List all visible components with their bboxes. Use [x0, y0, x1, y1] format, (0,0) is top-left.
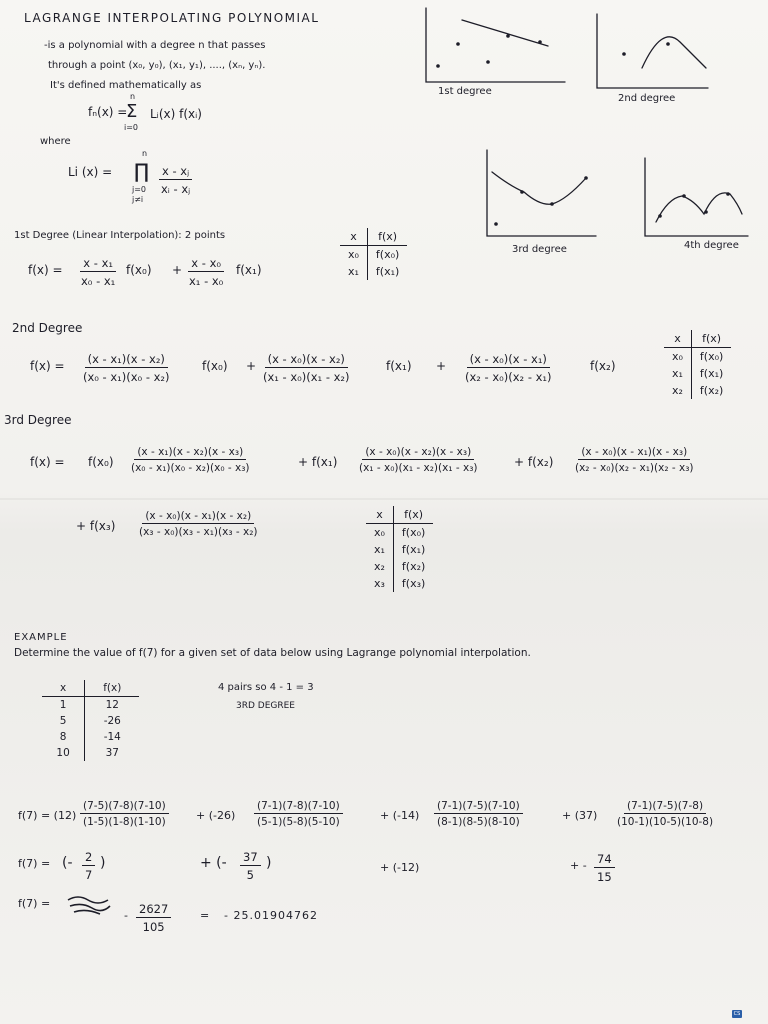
third-degree-term-4-den: (x₃ - x₀)(x₃ - x₁)(x₃ - x₂)	[139, 526, 258, 538]
calc-term-4	[614, 800, 716, 828]
calc-term-4-fx: + (37)	[562, 809, 598, 822]
table-cell: 37	[105, 747, 119, 759]
table-header-row	[340, 228, 407, 246]
result-1-num: 2	[82, 850, 95, 866]
result-1-close: )	[100, 855, 106, 871]
table-cell: f(x₂)	[699, 384, 724, 397]
intro-line-3: It's defined mathematically as	[50, 80, 202, 91]
final-den: 105	[142, 920, 165, 934]
example-prompt: Determine the value of f(7) for a given set of data below using Lagrange polynomial interpolation.	[14, 647, 531, 659]
formula-L-prod-lower-2: j≠i	[132, 195, 144, 204]
third-degree-term-1-num: (x - x₁)(x - x₂)(x - x₃)	[134, 446, 246, 460]
calc-term-4-den: (10-1)(10-5)(10-8)	[617, 816, 714, 828]
graph-3-point	[550, 202, 554, 206]
calc-term-2-num: (7-1)(7-8)(7-10)	[254, 800, 343, 814]
third-degree-term-2-den: (x₁ - x₀)(x₁ - x₂)(x₁ - x₃)	[359, 462, 478, 474]
table-cell: -26	[103, 715, 121, 727]
graph-4-point	[726, 192, 730, 196]
intro-line-1: -is a polynomial with a degree n that passes	[44, 40, 266, 51]
graph-3-label: 3rd degree	[512, 244, 567, 255]
table-row	[366, 524, 433, 542]
final-sign: -	[124, 909, 128, 922]
second-degree-term-3-fx: f(x₂)	[590, 359, 616, 373]
final-fraction	[136, 902, 171, 934]
result-2-open: + (-	[200, 855, 227, 871]
second-degree-term-3	[462, 352, 555, 384]
graph-3-point	[520, 190, 524, 194]
graph-4th-degree	[645, 158, 748, 236]
graph-3rd-degree	[487, 150, 596, 236]
first-degree-table	[340, 228, 407, 280]
final-num: 2627	[136, 902, 171, 918]
result-4-den: 15	[597, 870, 612, 884]
table-row	[664, 382, 731, 399]
graph-3-point	[584, 176, 588, 180]
graph-1-point	[538, 40, 542, 44]
table-cell: -14	[103, 731, 121, 743]
first-degree-term-2-num: x - x₀	[188, 256, 224, 272]
table-cell: 8	[42, 729, 85, 745]
table-cell: x₂	[366, 558, 393, 575]
table-cell: f(x₁)	[699, 367, 724, 380]
third-degree-term-4-num: (x - x₀)(x - x₁)(x - x₂)	[142, 510, 254, 524]
table-cell: 12	[105, 699, 119, 711]
graph-1-point	[486, 60, 490, 64]
result-4-sign: + -	[570, 859, 587, 872]
second-degree-term-2	[260, 352, 353, 384]
third-degree-term-3-den: (x₂ - x₀)(x₂ - x₁)(x₂ - x₃)	[575, 462, 694, 474]
third-degree-term-2	[356, 446, 481, 474]
result-2-close: )	[266, 855, 272, 871]
third-degree-term-1-fx: f(x₀)	[88, 455, 114, 469]
intro-line-2: through a point (x₀, y₀), (x₁, y₁), ...., (xₙ, yₙ).	[48, 60, 266, 71]
second-degree-term-1-fx: f(x₀)	[202, 359, 228, 373]
table-row	[340, 263, 407, 280]
calc-term-3	[434, 800, 523, 828]
first-degree-term-2-fx: f(x₁)	[236, 263, 262, 277]
degree-graphs	[0, 0, 768, 260]
first-degree-heading: 1st Degree (Linear Interpolation): 2 points	[14, 230, 226, 241]
table-row	[42, 713, 139, 729]
calc-term-3-fx: + (-14)	[380, 809, 420, 822]
calc-term-2-fx: + (-26)	[196, 809, 236, 822]
graph-1-point	[506, 34, 510, 38]
graph-1-point	[456, 42, 460, 46]
result-2-fraction	[240, 850, 261, 882]
scanner-logo: CS	[733, 1011, 741, 1017]
graph-2-point	[666, 42, 670, 46]
formula-f-body: Lᵢ(x) f(xᵢ)	[150, 107, 202, 121]
result-lhs: f(7) =	[18, 857, 51, 870]
table-header-x: x	[42, 680, 85, 697]
table-cell: x₁	[366, 541, 393, 558]
result-1-open: (-	[62, 855, 73, 871]
table-cell: x₁	[340, 263, 367, 280]
first-degree-plus: +	[172, 263, 183, 277]
formula-f-sigma-lower: i=0	[124, 123, 139, 132]
example-table	[42, 680, 139, 761]
calc-term-3-num: (7-1)(7-5)(7-10)	[434, 800, 523, 814]
second-degree-plus-2: +	[436, 359, 447, 373]
result-4-num: 74	[594, 852, 615, 868]
table-cell: x₀	[340, 246, 367, 264]
formula-L-prod-lower-1: j=0	[132, 185, 147, 194]
second-degree-plus-1: +	[246, 359, 257, 373]
second-degree-term-2-den: (x₁ - x₀)(x₁ - x₂)	[263, 370, 350, 384]
example-note-degree: 3RD DEGREE	[236, 701, 295, 711]
second-degree-lhs: f(x) =	[30, 359, 65, 373]
calc-term-1-den: (1-5)(1-8)(1-10)	[83, 816, 166, 828]
where-label: where	[40, 136, 71, 147]
third-degree-term-3-fx: + f(x₂)	[514, 455, 554, 469]
table-cell: f(x₃)	[401, 577, 426, 590]
table-row	[366, 541, 433, 558]
table-row	[366, 558, 433, 575]
second-degree-term-3-num: (x - x₀)(x - x₁)	[467, 352, 550, 368]
table-cell: x₁	[664, 365, 691, 382]
formula-L-numerator: x - xⱼ	[159, 164, 192, 180]
example-note-pairs: 4 pairs so 4 - 1 = 3	[218, 682, 314, 693]
table-row	[42, 745, 139, 761]
first-degree-term-1	[78, 256, 118, 288]
final-equals: =	[200, 909, 210, 922]
table-cell: f(x₁)	[375, 265, 400, 278]
table-row	[340, 246, 407, 264]
third-degree-term-4-fx: + f(x₃)	[76, 519, 116, 533]
second-degree-term-3-den: (x₂ - x₀)(x₂ - x₁)	[465, 370, 552, 384]
table-header-row	[366, 506, 433, 524]
calc-term-4-num: (7-1)(7-5)(7-8)	[624, 800, 706, 814]
table-header-x: x	[340, 228, 367, 246]
table-header-fx: f(x)	[367, 228, 407, 246]
second-degree-heading: 2nd Degree	[12, 321, 83, 335]
calc-term-2-den: (5-1)(5-8)(5-10)	[257, 816, 340, 828]
table-cell: 1	[42, 697, 85, 714]
table-cell: 5	[42, 713, 85, 729]
second-degree-term-1	[80, 352, 173, 384]
second-degree-term-2-fx: f(x₁)	[386, 359, 412, 373]
third-degree-term-1-den: (x₀ - x₁)(x₀ - x₂)(x₀ - x₃)	[131, 462, 250, 474]
example-heading: EXAMPLE	[14, 632, 68, 643]
third-degree-table	[366, 506, 433, 592]
formula-L-lhs: Li (x) =	[68, 165, 113, 179]
result-2-den: 5	[246, 868, 254, 882]
third-degree-term-2-fx: + f(x₁)	[298, 455, 338, 469]
first-degree-term-2-den: x₁ - x₀	[189, 274, 224, 288]
second-degree-term-1-den: (x₀ - x₁)(x₀ - x₂)	[83, 370, 170, 384]
table-row	[42, 697, 139, 714]
calc-term-2	[254, 800, 343, 828]
formula-L-prod: ∏	[134, 159, 150, 183]
table-cell: x₃	[366, 575, 393, 592]
table-header-fx: f(x)	[691, 330, 731, 348]
first-degree-term-1-fx: f(x₀)	[126, 263, 152, 277]
first-degree-term-2	[186, 256, 226, 288]
table-header-fx: f(x)	[85, 680, 140, 697]
table-cell: f(x₀)	[699, 350, 724, 363]
graph-4-point	[658, 214, 662, 218]
table-header-x: x	[366, 506, 393, 524]
final-value: - 25.01904762	[224, 909, 318, 922]
table-row	[664, 365, 731, 382]
formula-L-prod-upper: n	[142, 149, 148, 158]
scribbled-out-work	[64, 892, 114, 918]
calc-lhs: f(7) = (12)	[18, 809, 77, 822]
second-degree-term-1-num: (x - x₁)(x - x₂)	[85, 352, 168, 368]
graph-1st-degree	[426, 8, 565, 82]
result-3: + (-12)	[380, 861, 420, 874]
table-row	[42, 729, 139, 745]
formula-f-sigma: Σ	[126, 101, 138, 122]
table-cell: f(x₂)	[401, 560, 426, 573]
first-degree-lhs: f(x) =	[28, 263, 63, 277]
formula-f-lhs: fₙ(x) =	[88, 105, 128, 119]
result-2-num: 37	[240, 850, 261, 866]
third-degree-heading: 3rd Degree	[4, 413, 72, 427]
calc-term-1	[80, 800, 169, 828]
table-cell: f(x₀)	[401, 526, 426, 539]
graph-4-point	[704, 210, 708, 214]
graph-2nd-degree	[597, 14, 708, 88]
third-degree-lhs: f(x) =	[30, 455, 65, 469]
table-cell: x₀	[664, 348, 691, 366]
third-degree-term-1	[128, 446, 253, 474]
table-cell: f(x₀)	[375, 248, 400, 261]
second-degree-table	[664, 330, 731, 399]
table-cell: 10	[42, 745, 85, 761]
table-cell: x₀	[366, 524, 393, 542]
third-degree-term-2-num: (x - x₀)(x - x₂)(x - x₃)	[362, 446, 474, 460]
table-cell: x₂	[664, 382, 691, 399]
table-header-x: x	[664, 330, 691, 348]
graph-2-label: 2nd degree	[618, 93, 676, 104]
table-header-row	[42, 680, 139, 697]
graph-4-point	[682, 194, 686, 198]
second-degree-term-2-num: (x - x₀)(x - x₂)	[265, 352, 348, 368]
final-lhs: f(7) =	[18, 897, 51, 910]
result-1-den: 7	[85, 868, 93, 882]
graph-1-label: 1st degree	[438, 86, 492, 97]
table-cell: f(x₁)	[401, 543, 426, 556]
page-title: LAGRANGE INTERPOLATING POLYNOMIAL	[24, 11, 320, 25]
table-header-row	[664, 330, 731, 348]
table-header-fx: f(x)	[393, 506, 433, 524]
table-row	[366, 575, 433, 592]
third-degree-term-4	[136, 510, 261, 538]
paper-fold-line	[0, 498, 768, 500]
formula-f-sigma-upper: n	[130, 92, 136, 101]
graph-1-point	[436, 64, 440, 68]
graph-4-label: 4th degree	[684, 240, 739, 251]
third-degree-term-3-num: (x - x₀)(x - x₁)(x - x₃)	[578, 446, 690, 460]
graph-3-point	[494, 222, 498, 226]
calc-term-1-num: (7-5)(7-8)(7-10)	[80, 800, 169, 814]
table-row	[664, 348, 731, 366]
first-degree-term-1-den: x₀ - x₁	[81, 274, 116, 288]
result-4-fraction	[594, 852, 615, 884]
result-1-fraction	[82, 850, 95, 882]
formula-L-denominator: xᵢ - xⱼ	[161, 182, 191, 196]
third-degree-term-3	[572, 446, 697, 474]
first-degree-term-1-num: x - x₁	[80, 256, 116, 272]
graph-2-point	[622, 52, 626, 56]
calc-term-3-den: (8-1)(8-5)(8-10)	[437, 816, 520, 828]
